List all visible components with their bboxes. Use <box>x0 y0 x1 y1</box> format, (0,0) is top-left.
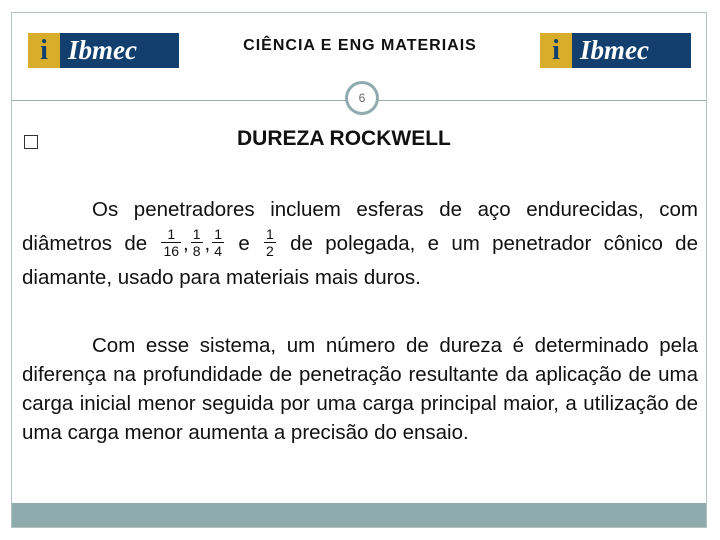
conjunction: e <box>238 232 250 255</box>
fraction <box>191 226 203 259</box>
ibmec-logo-left <box>28 33 179 68</box>
logo-name: Ibmec <box>68 35 137 65</box>
fraction-numerator: 1 <box>192 226 201 243</box>
paragraph-text: de polegada, e um penetrador cônico de diamante, usado para materiais mais duros. <box>22 232 698 290</box>
checkbox-bullet-icon <box>24 135 38 149</box>
fraction <box>264 226 276 259</box>
fraction-denominator: 16 <box>163 243 180 260</box>
separator: , <box>204 232 211 255</box>
course-title: CIÊNCIA E ENG MATERIAIS <box>243 37 477 54</box>
footer-bar <box>12 503 706 527</box>
fraction-denominator: 2 <box>266 243 274 260</box>
slide-title: DUREZA ROCKWELL <box>237 127 451 150</box>
fraction-denominator: 4 <box>214 243 223 260</box>
fraction-numerator: 1 <box>266 226 274 243</box>
paragraph-text: Com esse sistema, um número de dureza é determinado pela diferença na profundidade de penetração resultante da aplicação de uma carga inicial menor seguida por uma carga principal maior, a utilização de uma carga menor aumenta a precisão do ensaio. <box>22 334 698 444</box>
paragraph-text: Os penetradores incluem esferas de aço endurecidas, com diâmetros de <box>22 198 698 255</box>
logo-name: Ibmec <box>580 35 649 65</box>
page-number: 6 <box>348 84 376 112</box>
page-number-badge <box>345 81 379 115</box>
fraction-numerator: 1 <box>214 226 223 243</box>
fraction-denominator: 8 <box>192 243 201 260</box>
fraction <box>212 226 224 259</box>
paragraph-penetrators <box>22 193 698 295</box>
fraction <box>161 226 181 259</box>
logo-mark: i <box>40 35 48 66</box>
fraction-numerator: 1 <box>161 226 181 243</box>
separator: , <box>183 232 189 255</box>
logo-mark: i <box>552 35 560 66</box>
paragraph-hardness-system <box>22 331 698 447</box>
ibmec-logo-right <box>540 33 691 68</box>
